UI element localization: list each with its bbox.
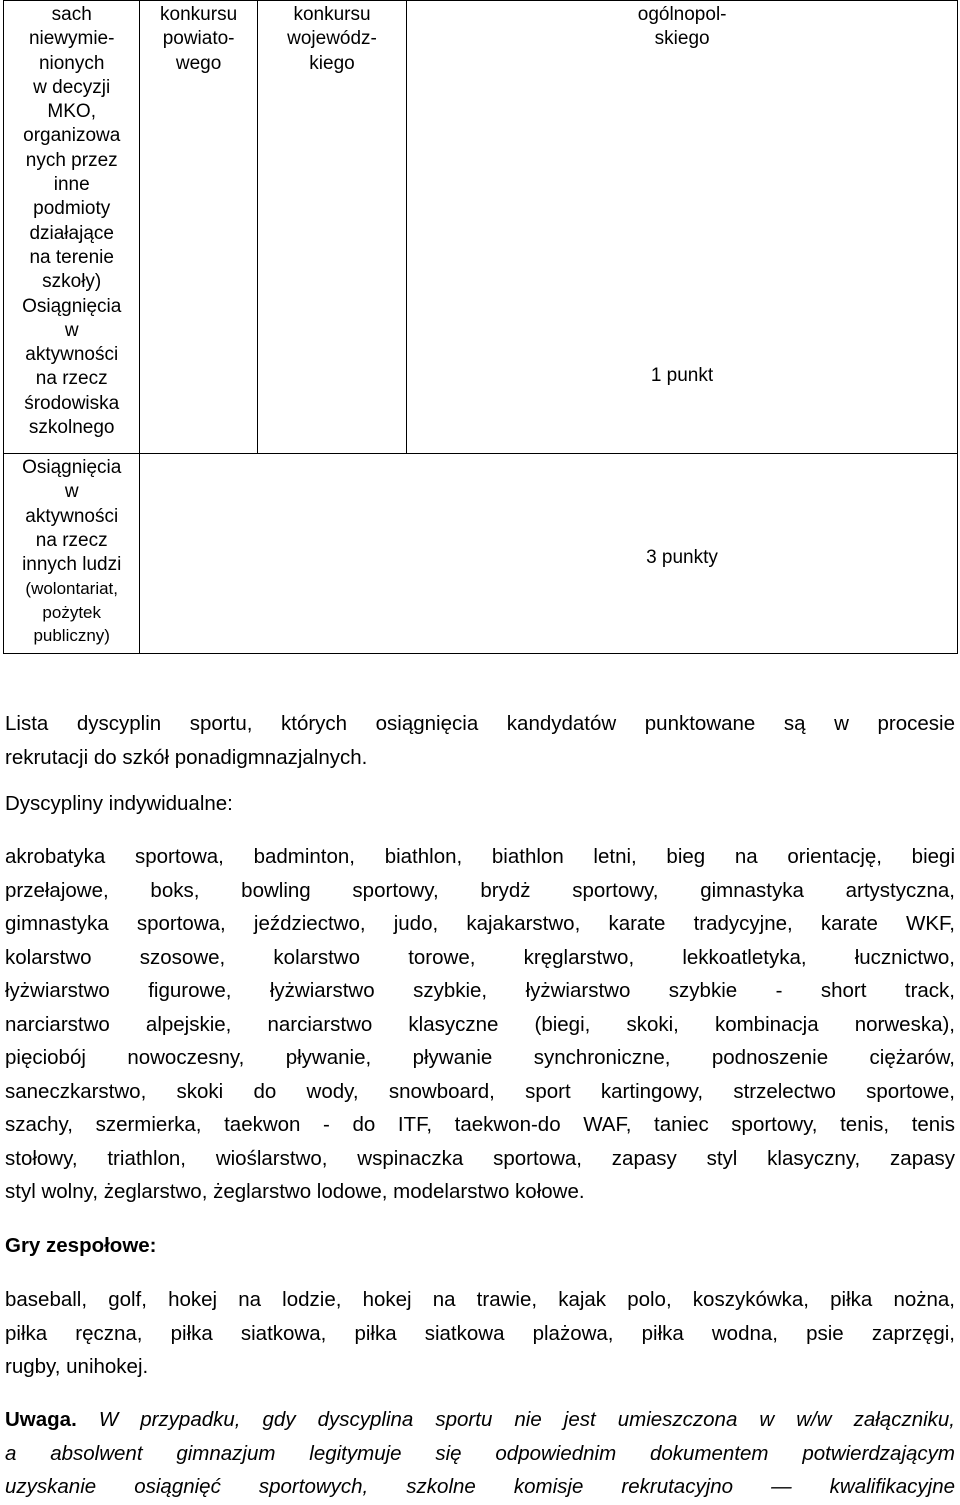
table-cell-category xyxy=(4,1,140,454)
voivodeship-contest-label: konkursu wojewódz- kiego xyxy=(287,4,377,74)
county-contest-label: konkursu powiato- wego xyxy=(160,4,238,74)
note-line: a absolwent gimnazjum legitymuje się odpowiednim dokumentem potwierdzającym xyxy=(5,1441,955,1465)
note-label: Uwaga. xyxy=(5,1408,77,1431)
text-line: łyżwiarstwo figurowe, łyżwiarstwo szybkie, łyżwiarstwo szybkie - short track, xyxy=(5,979,955,1002)
note-line xyxy=(5,1403,955,1437)
table-cell-voivodeship xyxy=(257,1,406,454)
section-heading-individual: Dyscypliny indywidualne: xyxy=(5,792,233,815)
team-heading-text: Gry zespołowe: xyxy=(5,1234,157,1257)
points-value: 3 punkty xyxy=(646,547,718,568)
individual-disciplines-paragraph xyxy=(5,840,955,1209)
text-line: saneczkarstwo, skoki do wody, snowboard, sport kartingowy, strzelectwo sportowe, xyxy=(5,1079,955,1103)
text-line: stołowy, triathlon, wioślarstwo, wspinaczka sportowa, zapasy styl klasyczny, zapasy xyxy=(5,1146,955,1170)
text-line: szachy, szermierka, taekwon - do ITF, taekwon-do WAF, taniec sportowy, tenis, tenis xyxy=(5,1113,955,1136)
note-line: uzyskanie osiągnięć sportowych, szkolne komisje rekrutacyjno — kwalifikacyjne xyxy=(5,1475,955,1498)
table-cell-county xyxy=(140,1,257,454)
points-column xyxy=(406,0,958,660)
note-text: W przypadku, gdy dyscyplina sportu nie jest umieszczona w w/w załączniku, xyxy=(76,1408,955,1431)
text-line: akrobatyka sportowa, badminton, biathlon, biathlon letni, bieg na orientację, biegi xyxy=(5,845,955,868)
text-line: baseball, golf, hokej na lodzie, hokej na trawie, kajak polo, koszykówka, piłka nożna, xyxy=(5,1288,955,1311)
text-line: styl wolny, żeglarstwo, żeglarstwo lodowe, modelarstwo kołowe. xyxy=(5,1180,585,1203)
note-paragraph xyxy=(5,1403,955,1504)
text-line: gimnastyka sportowa, jeździectwo, judo, kajakarstwo, karate tradycyjne, karate WKF, xyxy=(5,912,955,935)
intro-line: rekrutacji do szkół ponadigmnazjalnych. xyxy=(5,745,368,769)
points-value: 1 punkt xyxy=(650,365,714,386)
text-line: piłka ręczna, piłka siatkowa, piłka siatkowa plażowa, piłka wodna, psie zaprzęgi, xyxy=(5,1321,955,1345)
text-line: narciarstwo alpejskie, narciarstwo klasyczne (biegi, skoki, kombinacja norweska), xyxy=(5,1012,955,1036)
team-games-paragraph xyxy=(5,1283,955,1384)
intro-line: Lista dyscyplin sportu, których osiągnięcia kandydatów punktowane są w procesie xyxy=(5,712,955,735)
national-contest-label: ogólnopol- skiego xyxy=(637,4,727,50)
text-line: rugby, unihokej. xyxy=(5,1355,149,1378)
table-cell-category xyxy=(4,454,140,654)
category-subtext: (wolontariat, pożytek publiczny) xyxy=(25,579,119,646)
category-text: sach niewymie- nionych w decyzji MKO, organizowa nych przez inne podmioty działające na terenie szkoły) Osiągnięcia w aktywności na rzecz środowiska szkolnego xyxy=(22,4,122,439)
intro-paragraph xyxy=(5,707,955,774)
text-line: przełajowe, boks, bowling sportowy, brydż sportowy, gimnastyka artystyczna, xyxy=(5,878,955,902)
section-heading-team xyxy=(5,1229,955,1263)
text-line: pięciobój nowoczesny, pływanie, pływanie synchroniczne, podnoszenie ciężarów, xyxy=(5,1046,955,1069)
text-line: kolarstwo szosowe, kolarstwo torowe, kręglarstwo, lekkoatletyka, łucznictwo, xyxy=(5,945,955,969)
category-text: Osiągnięcia w aktywności na rzecz innych ludzi xyxy=(22,457,122,576)
